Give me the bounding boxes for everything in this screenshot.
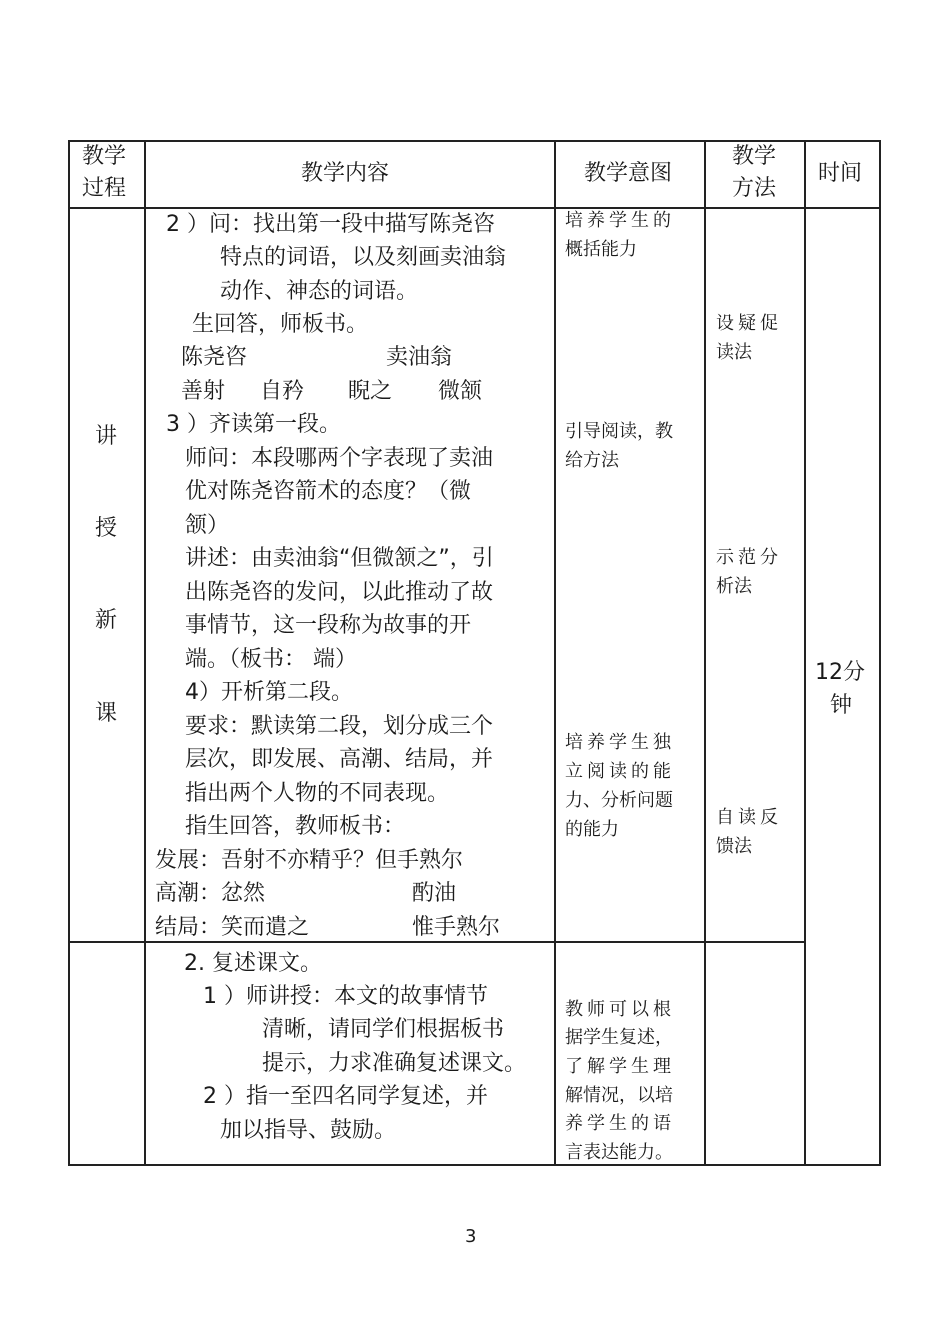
- row2-intent-line: 养学生的语: [565, 1113, 675, 1134]
- process-char-2: 授: [95, 516, 118, 541]
- table-border-bottom: [68, 1164, 881, 1166]
- method-line: 设疑促: [716, 313, 782, 334]
- content-line: 讲述：由卖油翁“但微颔之”，引: [185, 546, 494, 571]
- row2-content-line: 2. 复述课文。: [184, 951, 322, 976]
- intent-line: 力、分析问题: [565, 790, 673, 811]
- content-line: 特点的词语，以及刻画卖油翁: [220, 245, 507, 270]
- row2-intent-line: 教师可以根: [565, 999, 675, 1020]
- content-line: 3 ）齐读第一段。: [166, 412, 341, 437]
- content-line: 生回答，师板书。: [192, 312, 369, 337]
- method-line: 析法: [716, 576, 752, 597]
- content-line: 高潮：忿然: [155, 881, 266, 906]
- content-line: 酌油: [412, 881, 457, 906]
- row2-content-line: 1 ）师讲授：本文的故事情节: [203, 984, 488, 1009]
- header-process-line1: 教学: [82, 144, 127, 169]
- content-line: 4）开析第二段。: [185, 680, 353, 705]
- content-line: 颔）: [185, 513, 230, 538]
- content-line: 动作、神态的词语。: [220, 279, 419, 304]
- method-line: 读法: [716, 342, 752, 363]
- intent-line: 概括能力: [565, 239, 637, 260]
- header-time: 时间: [818, 161, 863, 186]
- intent-line: 培养学生的: [565, 210, 675, 231]
- header-method-line2: 方法: [732, 176, 777, 201]
- time-line1: 12分: [815, 660, 865, 685]
- content-line: 指生回答，教师板书：: [185, 814, 406, 839]
- row2-intent-line: 言表达能力。: [565, 1142, 673, 1163]
- board-word: 自矜: [260, 379, 305, 404]
- row2-content-line: 2 ）指一至四名同学复述，并: [203, 1084, 488, 1109]
- row2-content-line: 加以指导、鼓励。: [220, 1118, 397, 1143]
- board-word: 睨之: [348, 379, 393, 404]
- row2-intent-line: 了解学生理: [565, 1056, 675, 1077]
- content-line: 事情节，这一段称为故事的开: [185, 613, 472, 638]
- content-line: 发展：吾射不亦精乎？但手熟尔: [155, 848, 464, 873]
- content-line: 层次，即发展、高潮、结局，并: [185, 747, 494, 772]
- board-word: 微颔: [438, 379, 483, 404]
- content-line: 惟手熟尔: [412, 915, 501, 940]
- header-intent: 教学意图: [584, 161, 673, 186]
- column-divider-4: [804, 140, 806, 1166]
- process-char-3: 新: [95, 608, 118, 633]
- method-line: 馈法: [716, 836, 752, 857]
- header-content: 教学内容: [301, 161, 390, 186]
- content-line: 结局：笑而遣之: [155, 915, 310, 940]
- row2-content-line: 提示，力求准确复述课文。: [262, 1051, 527, 1076]
- table-border-right: [879, 140, 881, 1166]
- content-line: 要求：默读第二段，划分成三个: [185, 714, 494, 739]
- content-line: 指出两个人物的不同表现。: [185, 781, 450, 806]
- column-divider-1: [144, 140, 146, 1166]
- board-label: 陈尧咨: [181, 345, 248, 370]
- column-divider-3: [704, 140, 706, 1166]
- intent-line: 培养学生独: [565, 732, 675, 753]
- intent-line: 立阅读的能: [565, 761, 675, 782]
- intent-line: 给方法: [565, 450, 619, 471]
- board-label: 卖油翁: [386, 345, 453, 370]
- header-process-line2: 过程: [82, 176, 127, 201]
- board-word: 善射: [181, 379, 226, 404]
- time-line2: 钟: [830, 693, 853, 718]
- process-char-4: 课: [95, 701, 118, 726]
- method-line: 自读反: [716, 807, 782, 828]
- row2-content-line: 清晰，请同学们根据板书: [262, 1017, 505, 1042]
- intent-line: 的能力: [565, 819, 619, 840]
- process-char-1: 讲: [95, 424, 118, 449]
- header-method-line1: 教学: [732, 144, 777, 169]
- content-line: 2 ）问：找出第一段中描写陈尧咨: [166, 212, 495, 237]
- method-line: 示范分: [716, 547, 782, 568]
- page-number: 3: [465, 1226, 477, 1247]
- content-line: 端。（板书： 端）: [185, 647, 357, 672]
- content-line: 出陈尧咨的发问，以此推动了故: [185, 580, 494, 605]
- row2-intent-line: 据学生复述，: [565, 1027, 673, 1048]
- content-line: 师问：本段哪两个字表现了卖油: [185, 446, 494, 471]
- content-line: 优对陈尧咨箭术的态度？（微: [185, 479, 472, 504]
- table-border-left: [68, 140, 70, 1166]
- intent-line: 引导阅读，教: [565, 421, 673, 442]
- row2-intent-line: 解情况，以培: [565, 1085, 673, 1106]
- column-divider-2: [554, 140, 556, 1166]
